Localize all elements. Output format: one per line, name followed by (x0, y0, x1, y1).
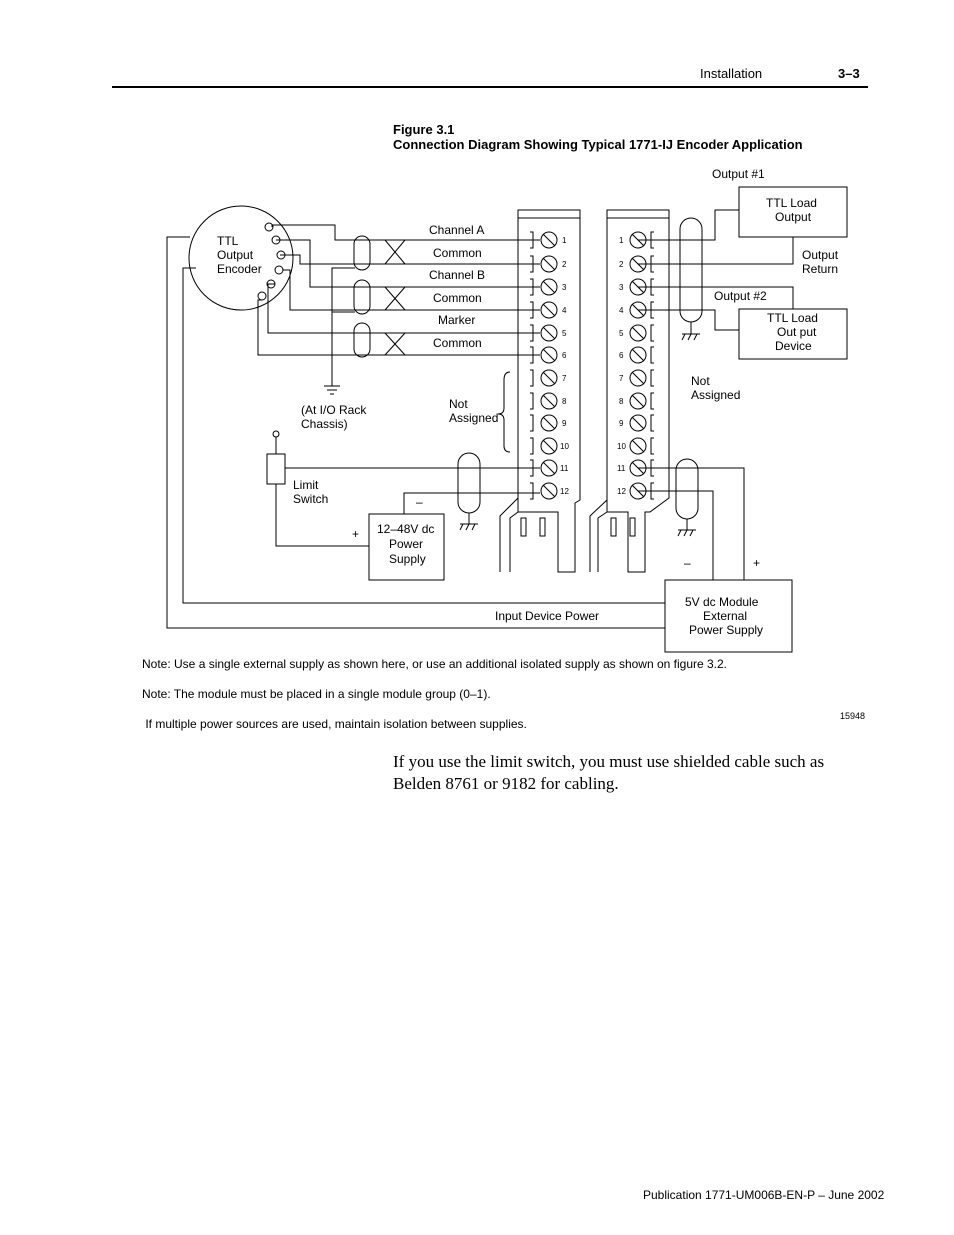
right-terminal-number: 10 (617, 442, 626, 451)
cable-shields (332, 236, 405, 378)
publication-footer: Publication 1771-UM006B-EN-P – June 2002 (643, 1188, 885, 1202)
right-terminal-numbers (617, 236, 626, 496)
right-terminal-number: 2 (619, 260, 624, 269)
left-terminal-number: 4 (562, 306, 567, 315)
ttl-load-device-2: Out put (777, 325, 817, 339)
ttl-load-output-1: TTL Load (766, 196, 817, 210)
right-terminal-number: 6 (619, 351, 624, 360)
supply-12-48v-2: Power (389, 537, 424, 551)
module-supply-wires (638, 468, 744, 580)
figure-id: 15948 (840, 711, 866, 721)
encoder-label-2: Output (217, 248, 254, 262)
left-terminal-number: 5 (562, 329, 567, 338)
encoder-pins (258, 223, 285, 300)
right-terminal-number: 3 (619, 283, 624, 292)
ttl-load-device-3: Device (775, 339, 812, 353)
output-shield-ground-icon (682, 322, 700, 340)
left-not-assigned-1: Not (449, 397, 468, 411)
output-1-label: Output #1 (712, 167, 765, 181)
left-terminal-numbers (560, 236, 569, 496)
module-shield-ground-icon (678, 519, 696, 536)
module-supply-2: External (703, 609, 748, 623)
supply-12-48v-plus: + (352, 527, 360, 541)
left-limit-shield (458, 453, 480, 513)
input-device-power-label: Input Device Power (495, 609, 600, 623)
left-terminal-number: 7 (562, 374, 567, 383)
left-terminal-number: 10 (560, 442, 569, 451)
right-not-assigned-1: Not (691, 374, 710, 388)
encoder-wires (258, 225, 540, 355)
left-screw-terminals (530, 232, 557, 499)
right-terminal-number: 8 (619, 397, 624, 406)
output-shield (680, 218, 702, 322)
left-terminal-number: 6 (562, 351, 567, 360)
channel-label-common-1: Common (433, 246, 482, 260)
supply-12-48v-minus: – (416, 495, 423, 509)
module-supply-1: 5V dc Module (685, 595, 759, 609)
left-terminal-number: 3 (562, 283, 567, 292)
channel-label-b: Channel B (429, 268, 486, 282)
right-terminal-number: 4 (619, 306, 624, 315)
right-terminal-number: 11 (617, 464, 626, 473)
encoder-label-3: Encoder (217, 262, 262, 276)
left-terminal-number: 8 (562, 397, 567, 406)
limit-switch-label-1: Limit (293, 478, 319, 492)
ttl-load-output-2: Output (775, 210, 812, 224)
left-terminal-number: 11 (560, 464, 569, 473)
channel-label-a: Channel A (429, 223, 485, 237)
body-paragraph: If you use the limit switch, you must use shielded cable such as Belden 8761 or 9182 for cabling. (393, 752, 825, 793)
ground-label-1: (At I/O Rack (301, 403, 367, 417)
output-return-2: Return (802, 262, 839, 276)
module-supply-plus: + (753, 556, 761, 570)
right-not-assigned-2: Assigned (691, 388, 741, 402)
left-not-assigned-2: Assigned (449, 411, 499, 425)
left-terminal-number: 9 (562, 419, 567, 428)
right-terminal-number: 12 (617, 487, 626, 496)
module-supply-3: Power Supply (689, 623, 764, 637)
header-page-number: 3–3 (838, 66, 860, 81)
header-section-title: Installation (700, 66, 763, 81)
right-screw-terminals (630, 232, 654, 499)
channel-label-marker: Marker (438, 313, 476, 327)
right-terminal-number: 1 (619, 236, 624, 245)
module-supply-minus: – (684, 556, 691, 570)
encoder-label-1: TTL (217, 234, 239, 248)
supply-12-48v-wire (404, 493, 540, 514)
output-2-label: Output #2 (714, 289, 767, 303)
left-terminal-number: 2 (562, 260, 567, 269)
note-isolation: If multiple power sources are used, maintain isolation between supplies. (142, 717, 527, 731)
figure-title: Connection Diagram Showing Typical 1771-IJ Encoder Application (393, 137, 803, 152)
supply-12-48v-1: 12–48V dc (377, 522, 435, 536)
channel-label-common-2: Common (433, 291, 482, 305)
ground-label-2: Chassis) (301, 417, 348, 431)
left-not-assigned-brace (498, 372, 510, 452)
limit-switch-label-2: Switch (293, 492, 329, 506)
figure-number: Figure 3.1 (393, 122, 455, 137)
right-terminal-number: 7 (619, 374, 624, 383)
chassis-ground-icon (324, 378, 340, 394)
output-return-1: Output (802, 248, 839, 262)
note-single-supply: Note: Use a single external supply as shown here, or use an additional isolated supply as shown on figure 3.2. (142, 657, 728, 671)
channel-label-common-3: Common (433, 336, 482, 350)
left-terminal-number: 1 (562, 236, 567, 245)
ttl-load-device-1: TTL Load (767, 311, 818, 325)
left-shield-ground-icon (460, 513, 478, 530)
right-terminal-number: 5 (619, 329, 624, 338)
right-terminal-number: 9 (619, 419, 624, 428)
supply-12-48v-3: Supply (389, 552, 426, 566)
left-terminal-number: 12 (560, 487, 569, 496)
note-module-group: Note: The module must be placed in a single module group (0–1). (142, 687, 491, 701)
